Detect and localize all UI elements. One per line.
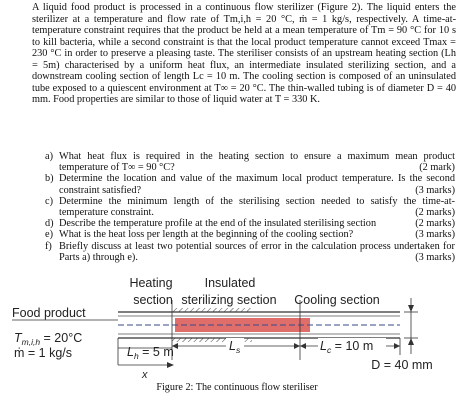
- question-d: [45, 218, 455, 229]
- question-b: [45, 173, 455, 195]
- heading-heating: Heating: [129, 276, 173, 290]
- question-marks: (3 marks): [415, 251, 455, 263]
- question-a: [45, 151, 455, 173]
- question-text: Determine the location and value of the maximum local product temperature. Is the second constraint satisfied?: [59, 173, 455, 196]
- sterilizer-figure: [0, 230, 474, 380]
- question-label: c): [45, 195, 53, 207]
- question-marks: (2 marks): [415, 207, 455, 219]
- figure-caption: Figure 2: The continuous flow steriliser: [156, 382, 318, 393]
- problem-statement: A liquid food product is processed in a continuous flow sterilizer (Figure 2). The liquid enters the sterilizer at a temperature and flow rate of Tm,i,h = 20 °C, ṁ = 1 kg/s, respectively. A time-at-temperature constraint requires that the product be held at a mean temperature of Tm = 90 °C for 10 s to kill bacteria, while a second constraint is that the local product temperature cannot exceed Tmax = 230 °C in order to preserve a pleasing taste. The steriliser consists of an upstream heating section (Lh = 5m) characterised by a uniform heat flux, an intermediate insulated sterilizing section, and a downstream cooling section of length Lc = 10 m. The cooling section is composed of an uninsulated tube exposed to a quiescent environment at T∞ = 20 °C. The thin-walled tubing is of diameter D = 40 mm. Food properties are similar to those of liquid water at T = 330 K.: [32, 2, 456, 106]
- question-text: What is the heat loss per length at the beginning of the cooling section?: [59, 229, 354, 241]
- ls-arrow-right: [294, 343, 300, 349]
- question-label: b): [45, 173, 54, 185]
- question-marks: (3 marks): [415, 229, 455, 241]
- x-axis-arrow: [167, 362, 174, 368]
- question-marks: (3 marks): [415, 184, 455, 196]
- diameter-label: D = 40 mm: [371, 358, 433, 372]
- x-axis-label: x: [142, 369, 148, 380]
- question-text: Describe the temperature profile at the end of the insulated sterilising section: [59, 218, 377, 230]
- heading-cooling: Cooling section: [294, 293, 380, 307]
- heading-insulated: Insulated: [204, 276, 256, 290]
- flow-rate: ṁ = 1 kg/s: [14, 346, 73, 360]
- food-product-label: Food product: [12, 306, 86, 320]
- lc-arrow-left: [300, 343, 306, 349]
- ls-label: $L_s$: [229, 339, 241, 355]
- question-marks: (2 marks): [415, 218, 455, 230]
- lc-arrow-right: [394, 343, 400, 349]
- question-text: Briefly discuss at least two potential sources of error in the calculation process undertaken for Parts a) through e).: [59, 240, 455, 263]
- diameter-arrow-bottom: [408, 338, 414, 345]
- question-label: e): [45, 229, 53, 241]
- question-text: Determine the minimum length of the sterilising section needed to satisfy the time-at-temperature constraint.: [59, 195, 455, 219]
- lh-label: $L_h = 5$ m: [127, 345, 174, 361]
- lc-label: $L_c = 10$ m: [320, 339, 374, 355]
- inlet-temperature: $T_{m,i,h} = 20^\circ C$: [14, 331, 83, 347]
- question-marks: (2 mark): [419, 162, 455, 174]
- diameter-arrow-top: [408, 305, 414, 312]
- question-label: d): [45, 218, 54, 230]
- heading-section: section: [133, 293, 173, 307]
- heading-sterilizing: sterilizing section: [181, 293, 277, 307]
- question-label: f): [45, 240, 52, 252]
- question-c: [45, 196, 455, 218]
- heater-hatch-top: [172, 308, 252, 312]
- question-label: a): [45, 151, 53, 162]
- question-text: What heat flux is required in the heating section to ensure a maximum mean product temperature of T∞ = 90 °C?: [59, 151, 455, 174]
